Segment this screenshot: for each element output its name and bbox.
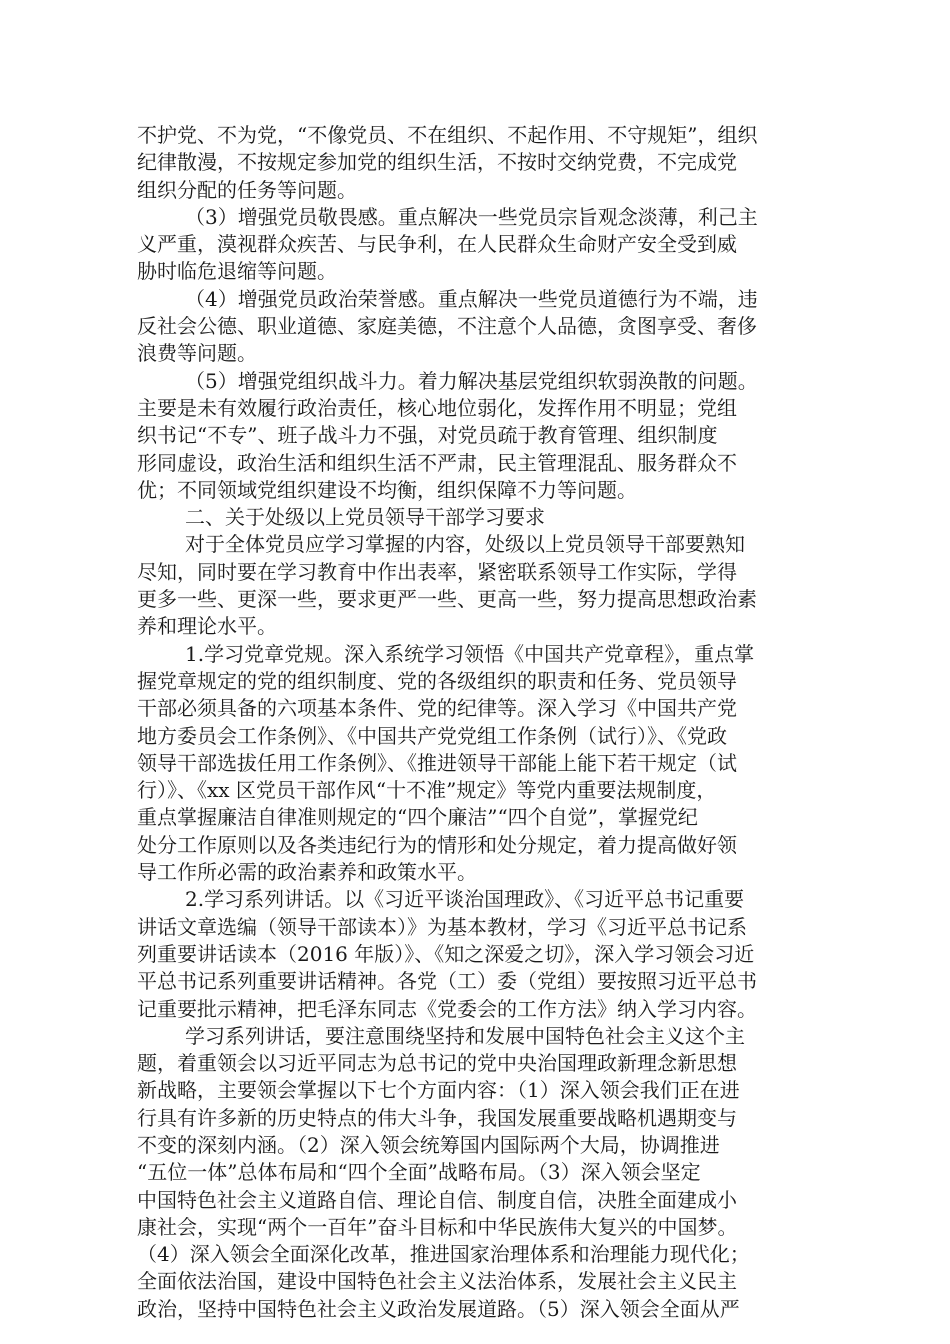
text-line: 组织分配的任务等问题。 <box>137 177 357 202</box>
text-line: 导工作所必需的政治素养和政策水平。 <box>137 860 477 885</box>
text-line: 1.学习党章党规。深入系统学习领悟《中国共产党章程》，重点掌 <box>185 641 755 666</box>
text-line: 领导干部选拔任用工作条例》、《推进领导干部能上能下若干规定（试 <box>137 750 737 775</box>
text-line: 形同虚设，政治生活和组织生活不严肃，民主管理混乱、服务群众不 <box>137 450 737 475</box>
document-body <box>137 122 821 1323</box>
text-line: 义严重，漠视群众疾苦、与民争利，在人民群众生命财产安全受到威 <box>137 232 737 257</box>
text-line: 行）》、《xx 区党员干部作风“十不准”规定》等党内重要法规制度， <box>137 778 717 803</box>
text-line: （5）增强党组织战斗力。着力解决基层党组织软弱涣散的问题。 <box>185 368 758 393</box>
text-line: 更多一些、更深一些，要求更严一些、更高一些，努力提高思想政治素 <box>137 587 757 612</box>
text-line: 列重要讲话读本（2016 年版）》、《知之深爱之切》，深入学习领会习近 <box>137 941 755 966</box>
text-line: 中国特色社会主义道路自信、理论自信、制度自信，决胜全面建成小 <box>137 1187 737 1212</box>
text-line: 重点掌握廉洁自律准则规定的“四个廉洁”“四个自觉”，掌握党纪 <box>137 805 698 830</box>
text-line: 学习系列讲话，要注意围绕坚持和发展中国特色社会主义这个主 <box>185 1023 745 1048</box>
text-line: （4）深入领会全面深化改革，推进国家治理体系和治理能力现代化； <box>137 1242 750 1267</box>
text-line: 养和理论水平。 <box>137 614 277 639</box>
text-line: 2.学习系列讲话。以《习近平谈治国理政》、《习近平总书记重要 <box>185 887 745 912</box>
text-line: 对于全体党员应学习掌握的内容，处级以上党员领导干部要熟知 <box>185 532 745 557</box>
text-line: 主要是未有效履行政治责任，核心地位弱化，发挥作用不明显；党组 <box>137 395 737 420</box>
text-line: 反社会公德、职业道德、家庭美德，不注意个人品德，贪图享受、奢侈 <box>137 314 757 339</box>
text-line: 处分工作原则以及各类违纪行为的情形和处分规定，着力提高做好领 <box>137 832 737 857</box>
text-line: 干部必须具备的六项基本条件、党的纪律等。深入学习《中国共产党 <box>137 696 737 721</box>
text-line: “五位一体”总体布局和“四个全面”战略布局。（3）深入领会坚定 <box>137 1160 701 1185</box>
text-line: 不变的深刻内涵。（2）深入领会统筹国内国际两个大局，协调推进 <box>137 1132 720 1157</box>
text-line: 织书记“不专”、班子战斗力不强，对党员疏于教育管理、组织制度 <box>137 423 718 448</box>
text-line: （4）增强党员政治荣誉感。重点解决一些党员道德行为不端，违 <box>185 286 758 311</box>
text-line: 平总书记系列重要讲话精神。各党（工）委（党组）要按照习近平总书 <box>137 969 757 994</box>
text-line: 讲话文章选编（领导干部读本）》为基本教材，学习《习近平总书记系 <box>137 914 747 939</box>
text-line: 地方委员会工作条例》、《中国共产党党组工作条例（试行）》、《党政 <box>137 723 727 748</box>
text-line: 政治，坚持中国特色社会主义政治发展道路。（5）深入领会全面从严 <box>137 1296 740 1321</box>
text-line: 握党章规定的党的组织制度、党的各级组织的职责和任务、党员领导 <box>137 668 737 693</box>
text-line: 记重要批示精神，把毛泽东同志《党委会的工作方法》纳入学习内容。 <box>137 996 757 1021</box>
text-line: 优；不同领域党组织建设不均衡，组织保障不力等问题。 <box>137 477 637 502</box>
text-line: 胁时临危退缩等问题。 <box>137 259 337 284</box>
text-line: 纪律散漫，不按规定参加党的组织生活，不按时交纳党费，不完成党 <box>137 150 737 175</box>
text-line: 行具有许多新的历史特点的伟大斗争，我国发展重要战略机遇期变与 <box>137 1105 737 1130</box>
text-line: 尽知，同时要在学习教育中作出表率，紧密联系领导工作实际，学得 <box>137 559 737 584</box>
text-line: 二、关于处级以上党员领导干部学习要求 <box>185 505 545 530</box>
text-line: 不护党、不为党，“不像党员、不在组织、不起作用、不守规矩”，组织 <box>137 123 758 147</box>
text-line: 浪费等问题。 <box>137 341 257 366</box>
text-line: 题，着重领会以习近平同志为总书记的党中央治国理政新理念新思想 <box>137 1051 737 1076</box>
text-line: 新战略，主要领会掌握以下七个方面内容：（1）深入领会我们正在进 <box>137 1078 740 1103</box>
text-line: （3）增强党员敬畏感。重点解决一些党员宗旨观念淡薄，利己主 <box>185 204 758 229</box>
text-line: 康社会，实现“两个一百年”奋斗目标和中华民族伟大复兴的中国梦。 <box>137 1214 738 1239</box>
text-line: 全面依法治国，建设中国特色社会主义法治体系，发展社会主义民主 <box>137 1269 737 1294</box>
